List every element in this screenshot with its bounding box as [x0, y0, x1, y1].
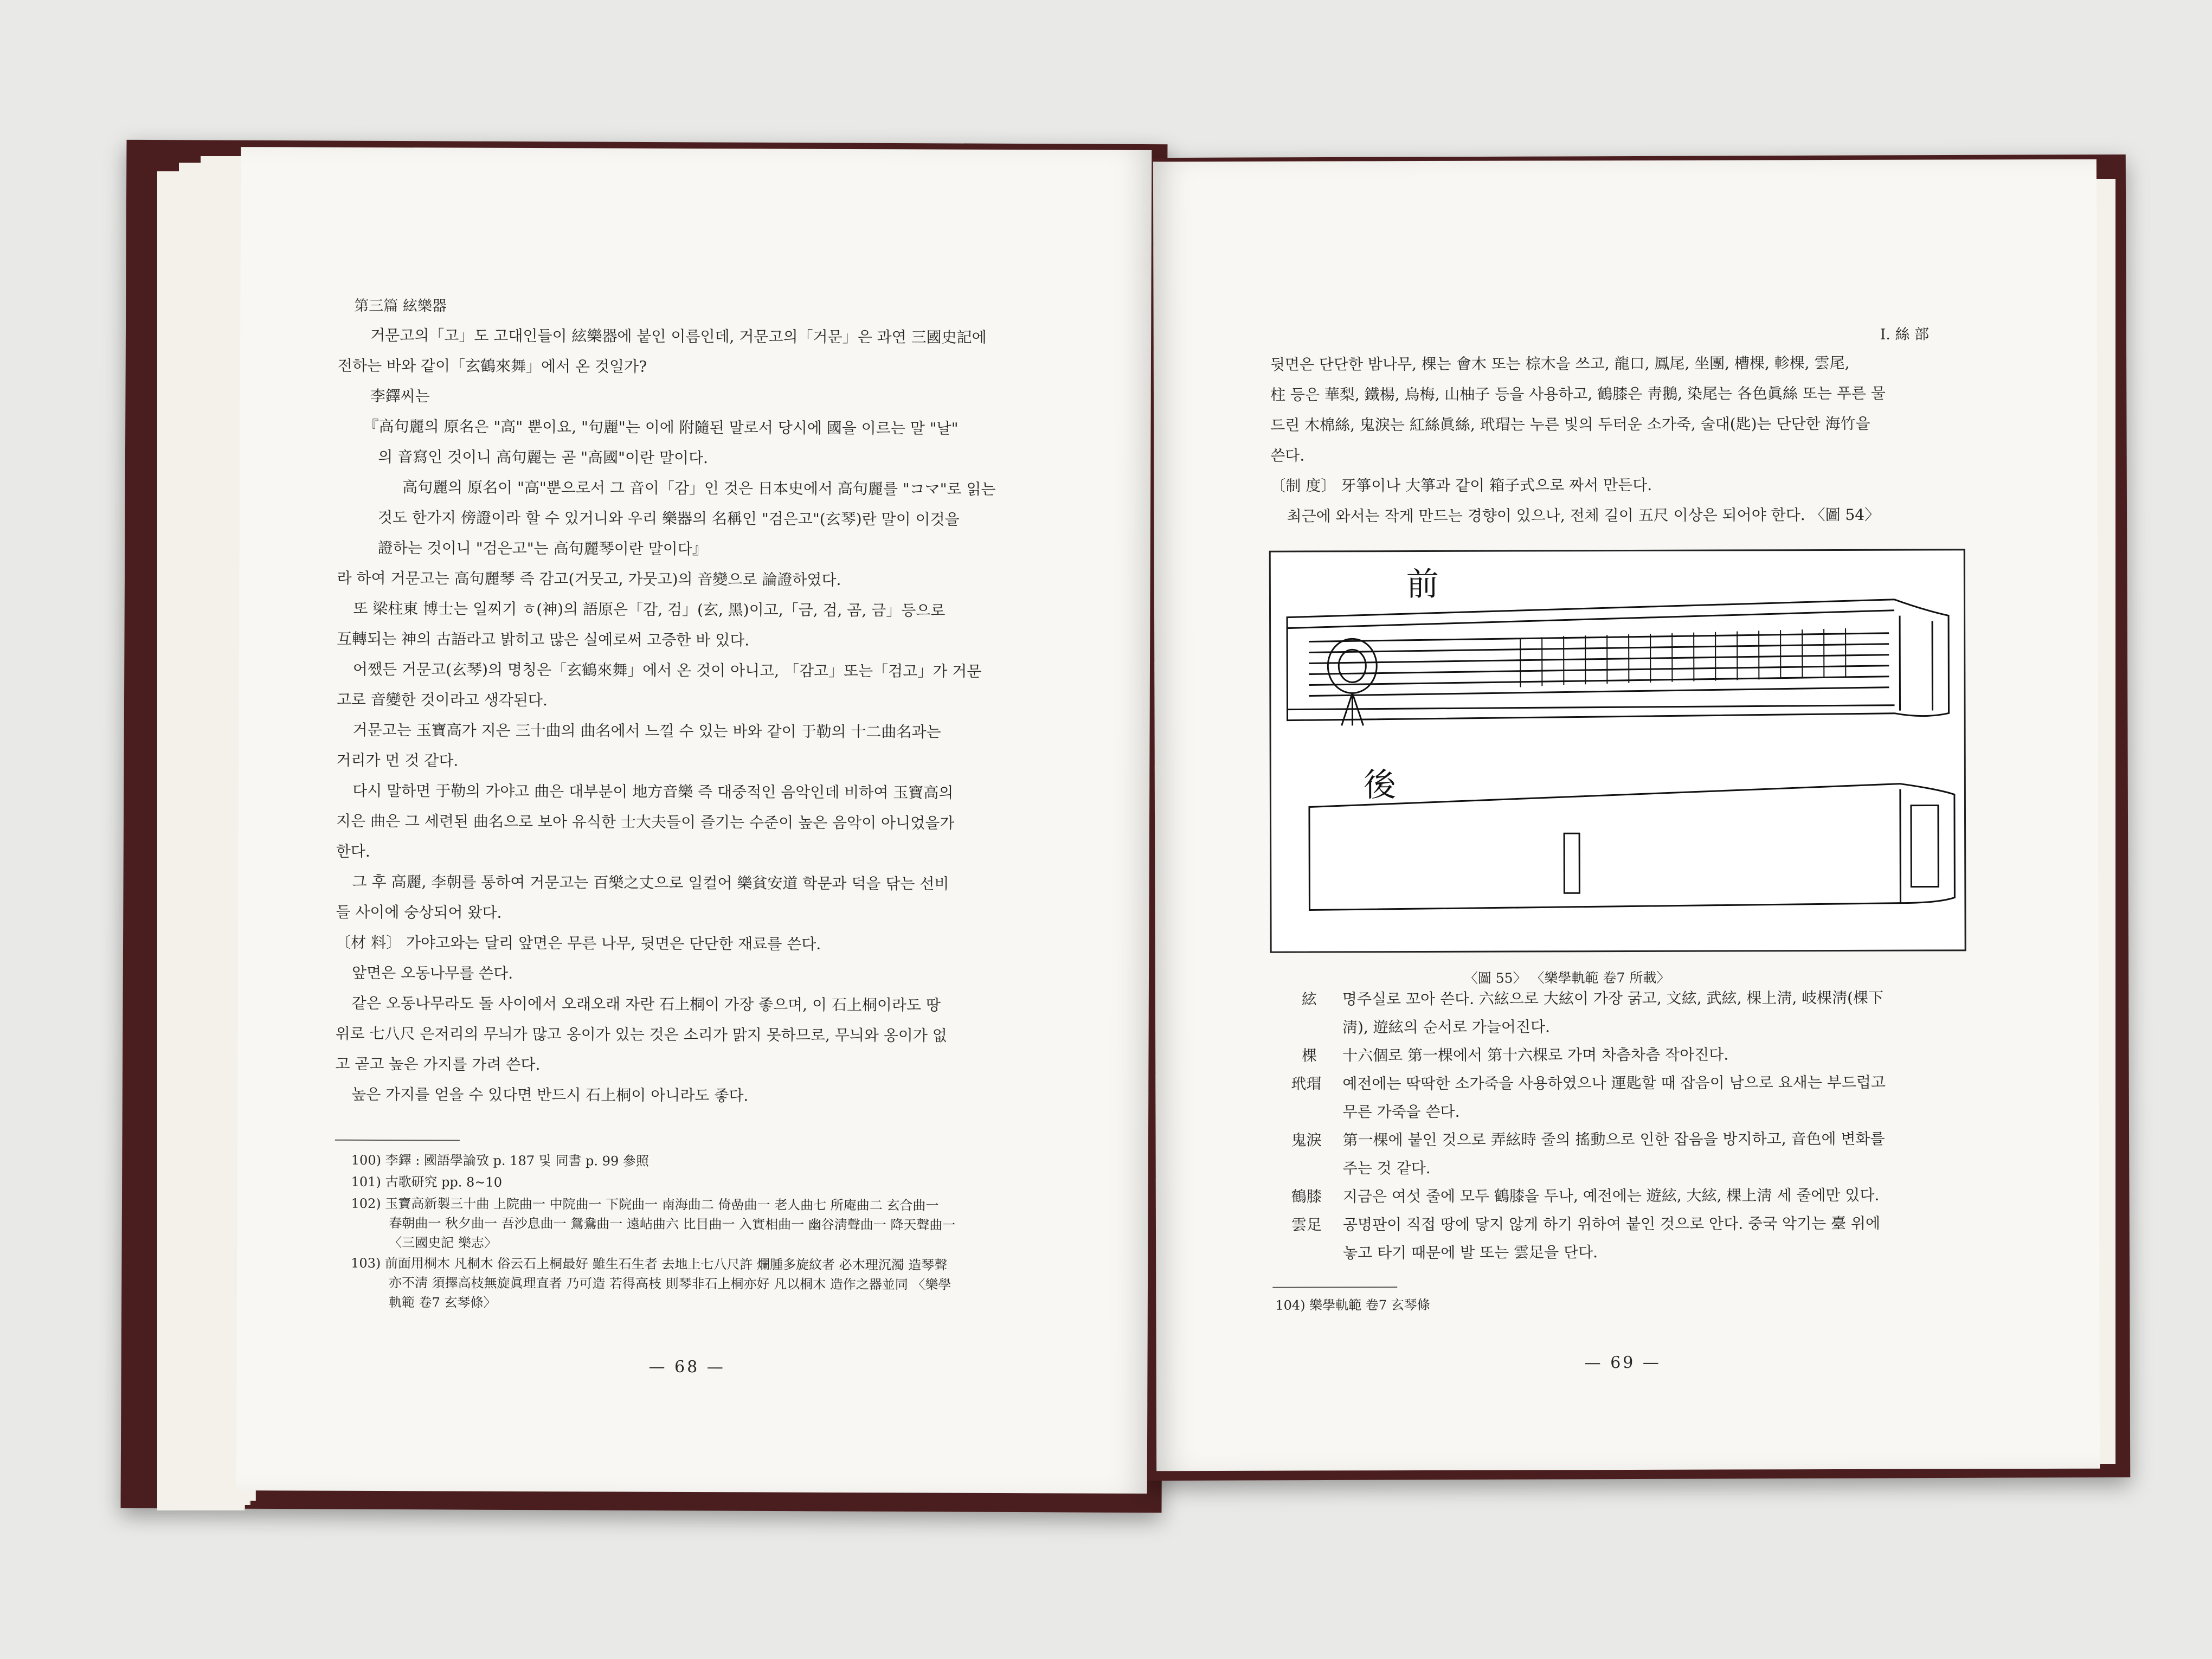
quote-line: 高句麗의 原名이 "高"뿐으로서 그 音이「감」인 것은 日本史에서 高句麗를 "コマ"로 읽는 — [402, 478, 996, 498]
term-label: 絃 — [1301, 990, 1317, 1008]
paragraph-line: 또 梁柱東 博士는 일찌기 ㅎ(神)의 語原은「감, 검」(玄, 黑)이고,「금, 검, 곰, 금」등으로 — [353, 599, 946, 620]
term-description: 명주실로 꼬아 쓴다. 六絃으로 大絃이 가장 굵고, 文絃, 武絃, 棵上淸, 岐棵淸(棵下 — [1342, 988, 1884, 1008]
paragraph-line: 드린 木棉絲, 鬼淚는 紅絲眞絲, 玳瑁는 누른 빛의 두터운 소가죽, 술대(匙)는 단단한 海竹을 — [1270, 414, 1870, 434]
term-label: 棵 — [1302, 1046, 1317, 1065]
term-label: 鬼淚 — [1291, 1131, 1322, 1149]
figure-caption: 〈圖 55〉 〈樂學軌範 卷7 所載〉 — [1464, 969, 1670, 986]
front-label: 前 — [1406, 565, 1439, 604]
paragraph-line: 거문고의「고」도 고대인들이 絃樂器에 붙인 이름인데, 거문고의「거문」은 과연 三國史記에 — [370, 326, 987, 346]
paragraph-line: 한다. — [336, 842, 370, 860]
paragraph-line: 들 사이에 숭상되어 왔다. — [336, 903, 502, 922]
running-header: Ⅰ. 絲 部 — [1880, 326, 1930, 343]
back-label: 後 — [1363, 766, 1396, 805]
quote-line: 의 音寫인 것이니 高句麗는 곧 "高國"이란 말이다. — [378, 447, 709, 467]
geomungo-diagram — [1269, 549, 1966, 953]
section-heading-structure: 〔制 度〕 牙箏이나 大箏과 같이 箱子式으로 짜서 만든다. — [1270, 475, 1652, 495]
term-label: 玳瑁 — [1291, 1075, 1322, 1093]
paragraph-line: 互轉되는 神의 古語라고 밝히고 많은 실예로써 고증한 바 있다. — [337, 629, 750, 650]
term-description: 예전에는 딱딱한 소가죽을 사용하였으나 運匙할 때 잡음이 남으로 요새는 부드럽고 — [1342, 1073, 1886, 1093]
footnote: 103) 前面用桐木 凡桐木 俗云石上桐最好 雖生石生者 去地上七八尺許 爛腫多旋紋者 必木理沉濁 造琴聲 — [351, 1255, 948, 1273]
paragraph-line: 고 곧고 높은 가지를 가려 쓴다. — [335, 1054, 541, 1074]
paragraph-line: 전하는 바와 같이「玄鶴來舞」에서 온 것일가? — [337, 356, 647, 376]
term-description: 공명판이 직접 땅에 닿지 않게 하기 위하여 붙인 것으로 안다. 중국 악기는 臺 위에 — [1342, 1214, 1881, 1234]
paragraph-line: 쓴다. — [1270, 446, 1305, 465]
footnote: 春朝曲一 秋夕曲一 吾沙息曲一 鴛鴦曲一 遠岾曲六 比目曲一 入實相曲一 幽谷淸聲曲一 降天聲曲一 — [389, 1216, 956, 1233]
term-label: 雲足 — [1291, 1216, 1322, 1234]
term-label: 鶴膝 — [1291, 1187, 1322, 1206]
paragraph-line: 그 후 高麗, 李朝를 통하여 거문고는 百樂之丈으로 일컬어 樂貧安道 학문과 덕을 닦는 선비 — [352, 872, 949, 893]
paragraph-line: 거문고는 玉寶高가 지은 三十曲의 曲名에서 느낄 수 있는 바와 같이 于勒의 十二曲名과는 — [352, 721, 941, 741]
quote-line: 『高句麗의 原名은 "高" 뿐이요, "句麗"는 이에 附隨된 말로서 당시에 國을 이르는 말 "날" — [363, 417, 959, 438]
paragraph-line: 최근에 와서는 작게 만드는 경향이 있으나, 전체 길이 五尺 이상은 되어야 한다. 〈圖 54〉 — [1287, 505, 1880, 525]
paragraph-line: 어쨌든 거문고(玄琴)의 명칭은「玄鶴來舞」에서 온 것이 아니고, 「감고」또는「검고」가 거문 — [352, 660, 982, 680]
instrument-drawing — [1271, 550, 1965, 951]
page-number: — 69 — — [1584, 1353, 1661, 1373]
footnote: 101) 古歌研究 pp. 8~10 — [351, 1174, 503, 1190]
quote-line: 證하는 것이니 "검은고"는 高句麗琴이란 말이다』 — [377, 538, 708, 558]
term-description: 十六個로 第一棵에서 第十六棵로 가며 차츰차츰 작아진다. — [1342, 1045, 1729, 1065]
section-heading-materials: 〔材 料〕 가야고와는 달리 앞면은 무른 나무, 뒷면은 단단한 재료를 쓴다. — [336, 933, 821, 953]
paragraph-line: 고로 音變한 것이라고 생각된다. — [336, 690, 548, 710]
term-description: 지금은 여섯 줄에 모두 鶴膝을 두나, 예전에는 遊絃, 大絃, 棵上淸 세 줄에만 있다. — [1342, 1186, 1880, 1206]
paragraph-line: 같은 오동나무라도 돌 사이에서 오래오래 자란 石上桐이 가장 좋으며, 이 石上桐이라도 땅 — [351, 994, 941, 1014]
quote-line: 것도 한가지 傍證이라 할 수 있거니와 우리 樂器의 名稱인 "검은고"(玄琴)란 말이 이것을 — [377, 508, 960, 529]
paragraph-line: 李鐸씨는 — [370, 387, 430, 406]
paragraph-line: 柱 등은 華梨, 鐵楊, 烏梅, 山柚子 등을 사용하고, 鶴膝은 靑鵝, 染尾는 各色眞絲 또는 푸른 물 — [1270, 384, 1886, 404]
footnote: 100) 李鐸 : 國語學論攷 p. 187 및 同書 p. 99 參照 — [351, 1152, 649, 1169]
footnote-rule — [335, 1140, 460, 1141]
term-description: 주는 것 같다. — [1342, 1159, 1431, 1178]
page-number: — 68 — — [648, 1357, 725, 1377]
paragraph-line: 라 하여 거문고는 高句麗琴 즉 감고(거뭇고, 가뭇고)의 音變으로 論證하였다. — [337, 569, 841, 589]
paragraph-line: 뒷면은 단단한 밤나무, 棵는 會木 또는 棕木을 쓰고, 龍口, 鳳尾, 坐團, 槽棵, 軫棵, 雲尾, — [1270, 353, 1850, 374]
footnote: 102) 玉寶高新製三十曲 上院曲一 中院曲一 下院曲一 南海曲二 倚嵒曲一 老人曲七 所庵曲二 玄合曲一 — [351, 1195, 939, 1213]
paragraph-line: 앞면은 오동나무를 쓴다. — [351, 963, 513, 982]
footnote: 104) 樂學軌範 卷7 玄琴條 — [1275, 1297, 1430, 1313]
term-description: 第一棵에 붙인 것으로 弄絃時 줄의 搖動으로 인한 잡음을 방지하고, 音色에 변화를 — [1342, 1129, 1885, 1149]
footnote: 亦不淸 須擇高枝無旋眞理直者 乃可造 若得高枝 則琴非石上桐亦好 凡以桐木 造作之器並同 〈樂學 — [388, 1275, 951, 1293]
footnote: 〈三國史記 樂志〉 — [389, 1235, 497, 1251]
term-description: 놓고 타기 때문에 발 또는 雲足을 단다. — [1343, 1243, 1598, 1262]
paragraph-line: 거리가 먼 것 같다. — [336, 751, 459, 770]
paragraph-line: 높은 가지를 얻을 수 있다면 반드시 石上桐이 아니라도 좋다. — [351, 1085, 749, 1105]
term-description: 淸), 遊絃의 순서로 가늘어진다. — [1342, 1018, 1550, 1037]
left-page — [236, 147, 1152, 1494]
right-page — [1153, 159, 2100, 1471]
paragraph-line: 지은 曲은 그 세련된 曲名으로 보아 유식한 士大夫들이 즐기는 수준이 높은 음악이 아니었을가 — [336, 812, 955, 832]
term-description: 무른 가죽을 쓴다. — [1342, 1102, 1460, 1121]
paragraph-line: 위로 七八尺 은저리의 무늬가 많고 옹이가 있는 것은 소리가 맑지 못하므로, 무늬와 옹이가 없 — [335, 1024, 947, 1045]
footnote: 軌範 卷7 玄琴條〉 — [388, 1295, 497, 1310]
footnote-rule — [1272, 1287, 1397, 1288]
running-header: 第三篇 絃樂器 — [354, 297, 447, 315]
paragraph-line: 다시 말하면 于勒의 가야고 曲은 대부분이 地方音樂 즉 대중적인 음악인데 비하여 玉寶高의 — [352, 781, 954, 802]
